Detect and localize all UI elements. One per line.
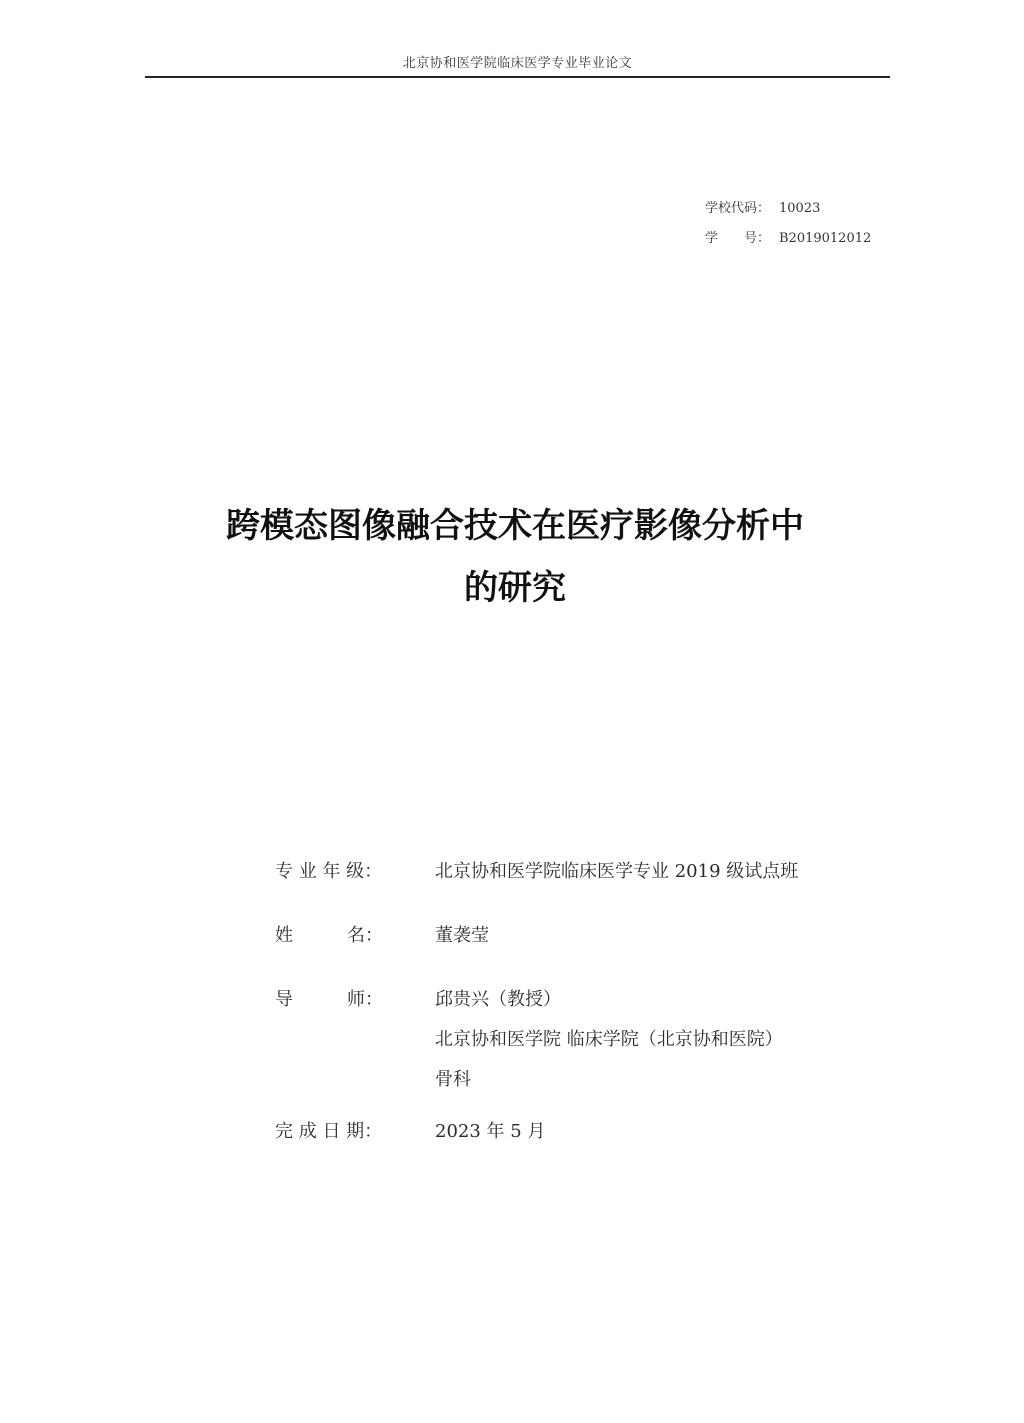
name-label: 姓 名： bbox=[275, 925, 383, 946]
student-id-row bbox=[705, 230, 871, 260]
advisor-line: 骨科 bbox=[435, 1069, 471, 1090]
name-row bbox=[275, 922, 798, 950]
completion-date-value: 2023 年 5 月 bbox=[435, 1121, 546, 1142]
header-rule bbox=[145, 76, 890, 78]
advisor-label: 导 师： bbox=[275, 989, 383, 1010]
completion-date-row bbox=[275, 1118, 798, 1146]
name-value: 董袭莹 bbox=[435, 925, 489, 946]
advisor-row bbox=[275, 986, 798, 1094]
major-row bbox=[275, 858, 798, 886]
student-id-value: B2019012012 bbox=[779, 231, 872, 246]
school-code-label: 学校代码： bbox=[705, 201, 771, 216]
running-header: 北京协和医学院临床医学专业毕业论文 bbox=[402, 56, 633, 71]
advisor-line: 北京协和医学院 临床学院（北京协和医院） bbox=[435, 1029, 783, 1050]
major-label: 专 业 年 级： bbox=[275, 861, 383, 882]
school-code-value: 10023 bbox=[779, 201, 821, 216]
major-value: 北京协和医学院临床医学专业 2019 级试点班 bbox=[435, 861, 799, 882]
thesis-title bbox=[150, 495, 880, 619]
school-code-row bbox=[705, 200, 871, 230]
meta-block bbox=[705, 200, 871, 260]
info-block bbox=[275, 858, 798, 1146]
title-line-1: 跨模态图像融合技术在医疗影像分析中 bbox=[226, 506, 804, 546]
student-id-label: 学 号： bbox=[705, 231, 771, 246]
title-line-2: 的研究 bbox=[464, 568, 566, 608]
completion-date-label: 完 成 日 期： bbox=[275, 1121, 383, 1142]
advisor-line: 邱贵兴（教授） bbox=[435, 989, 561, 1010]
